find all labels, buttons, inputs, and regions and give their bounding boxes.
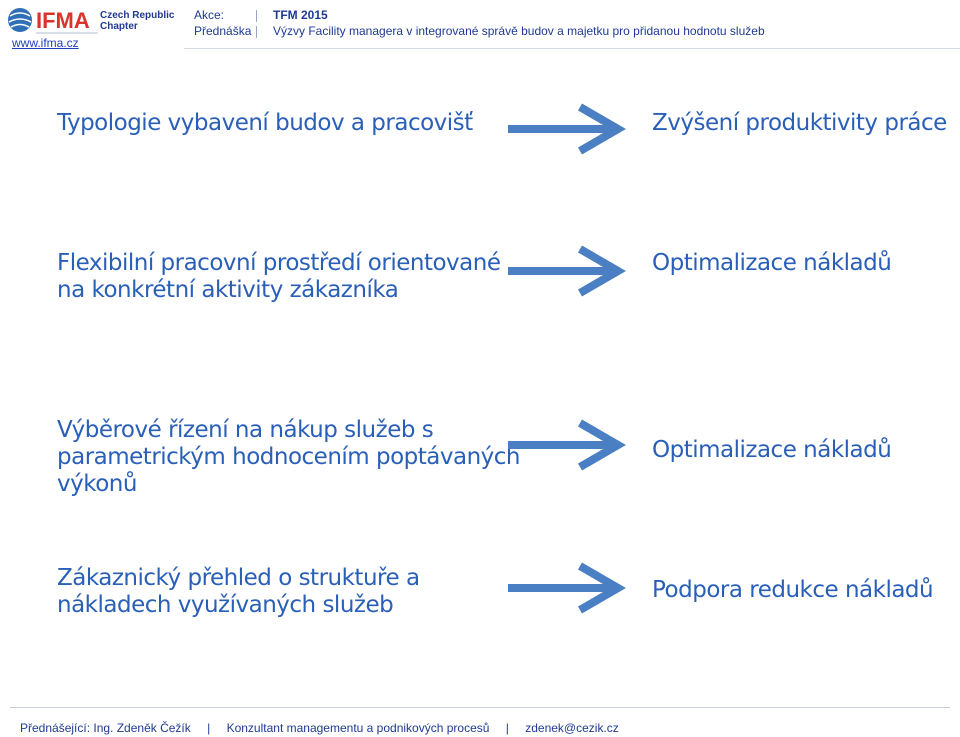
- header-divider: [256, 26, 257, 38]
- row-2-cause-line: na konkrétní aktivity zákazníka: [57, 277, 399, 303]
- right-arrow-icon: [506, 564, 622, 612]
- talk-title: Výzvy Facility managera v integrované správě budov a majetku pro přidanou hodnotu služeb: [273, 24, 765, 38]
- row-4-cause-line: nákladech využívaných služeb: [57, 592, 394, 618]
- event-label: Akce:: [194, 8, 225, 22]
- row-2-effect: Optimalizace nákladů: [652, 250, 892, 276]
- footer-separator: |: [505, 721, 509, 735]
- header-divider: [256, 10, 257, 22]
- row-1-cause: [57, 110, 473, 137]
- svg-text:Czech Republic: Czech Republic: [100, 10, 175, 21]
- presenter-email[interactable]: zdenek@cezik.cz: [525, 721, 619, 735]
- right-arrow-icon: [506, 105, 622, 153]
- presenter-name: Přednášející: Ing. Zdeněk Čežík: [20, 721, 191, 735]
- row-4-cause-line: Zákaznický přehled o struktuře a: [57, 565, 420, 591]
- row-4-cause: [57, 565, 420, 619]
- right-arrow-icon: [506, 421, 622, 469]
- row-3-cause-line: Výběrové řízení na nákup služeb s: [57, 417, 434, 443]
- row-3-cause: [57, 417, 520, 498]
- event-name: TFM 2015: [273, 8, 328, 22]
- row-1-cause-line: Typologie vybavení budov a pracovišť: [57, 110, 473, 136]
- row-3-cause-line: výkonů: [57, 471, 137, 497]
- row-3-cause-line: parametrickým hodnocením poptávaných: [57, 444, 521, 470]
- footer-rule: [10, 707, 950, 708]
- header-rule: [184, 48, 960, 49]
- svg-text:Chapter: Chapter: [100, 21, 138, 32]
- row-3-effect: Optimalizace nákladů: [652, 437, 892, 463]
- right-arrow-icon: [506, 247, 622, 295]
- row-1-effect: Zvýšení produktivity práce: [652, 110, 947, 136]
- row-4-effect: Podpora redukce nákladů: [652, 577, 934, 603]
- ifma-logo: [6, 4, 175, 38]
- presenter-role: Konzultant managementu a podnikových procesů: [226, 721, 490, 735]
- talk-label: Přednáška: [194, 24, 252, 38]
- footer: [20, 721, 619, 735]
- logo-wordmark: IFMA: [36, 8, 90, 33]
- row-2-cause-line: Flexibilní pracovní prostředí orientované: [57, 250, 501, 276]
- footer-separator: |: [207, 721, 211, 735]
- website-link[interactable]: www.ifma.cz: [12, 36, 79, 50]
- row-2-cause: [57, 250, 500, 304]
